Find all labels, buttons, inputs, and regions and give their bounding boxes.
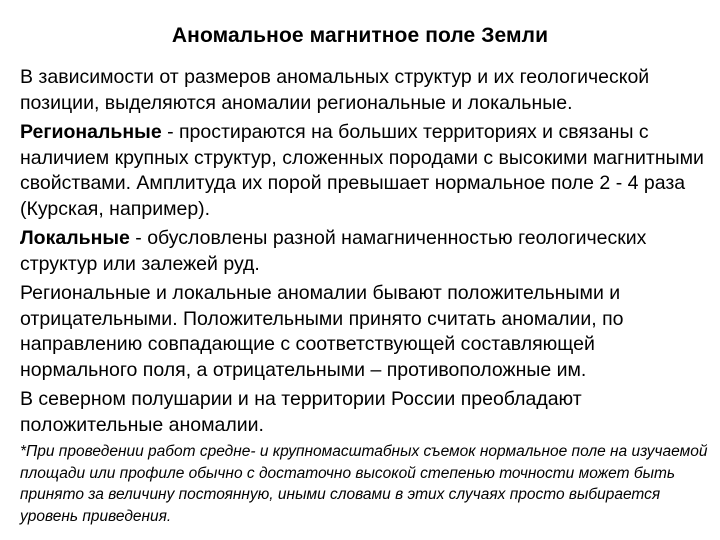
- paragraph-intro: [20, 65, 710, 116]
- paragraph-local: [20, 226, 710, 277]
- paragraph-northern: [20, 387, 710, 438]
- paragraph-text: - простираются на больших территориях и связаны с наличием крупных структур, сложенных породами с высокими магнитными свойствами. Амплитуда их порой превышает нормальное поле 2 - 4 раза (Курская, например).: [20, 121, 704, 220]
- slide-title: Аномальное магнитное поле Земли: [171, 24, 549, 47]
- paragraph-text: В зависимости от размеров аномальных структур и их геологической позиции, выделяются аномалии региональные и локальные.: [20, 66, 650, 114]
- term-regional: Региональные: [20, 121, 162, 143]
- slide-body: [20, 65, 710, 442]
- paragraph-text: Региональные и локальные аномалии бывают положительными и отрицательными. Положительными принято считать аномалии, по направлению совпадающие с соответствующей составляющей нормального поля, а отрицательными – противоположные им.: [20, 282, 624, 381]
- term-local: Локальные: [20, 227, 130, 249]
- paragraph-text: - обусловлены разной намагниченностью геологических структур или залежей руд.: [20, 227, 647, 275]
- footnote: *При проведении работ средне- и крупномасштабных съемок нормальное поле на изучаемой площади или профиле обычно с достаточно высокой степенью точности может быть принято за величину постоянную, иными словами в этих случаях просто выбирается уровень приведения.: [20, 443, 708, 525]
- paragraph-text: В северном полушарии и на территории России преобладают положительные аномалии.: [20, 388, 582, 436]
- paragraph-regional: [20, 120, 710, 222]
- paragraph-sign: [20, 281, 710, 383]
